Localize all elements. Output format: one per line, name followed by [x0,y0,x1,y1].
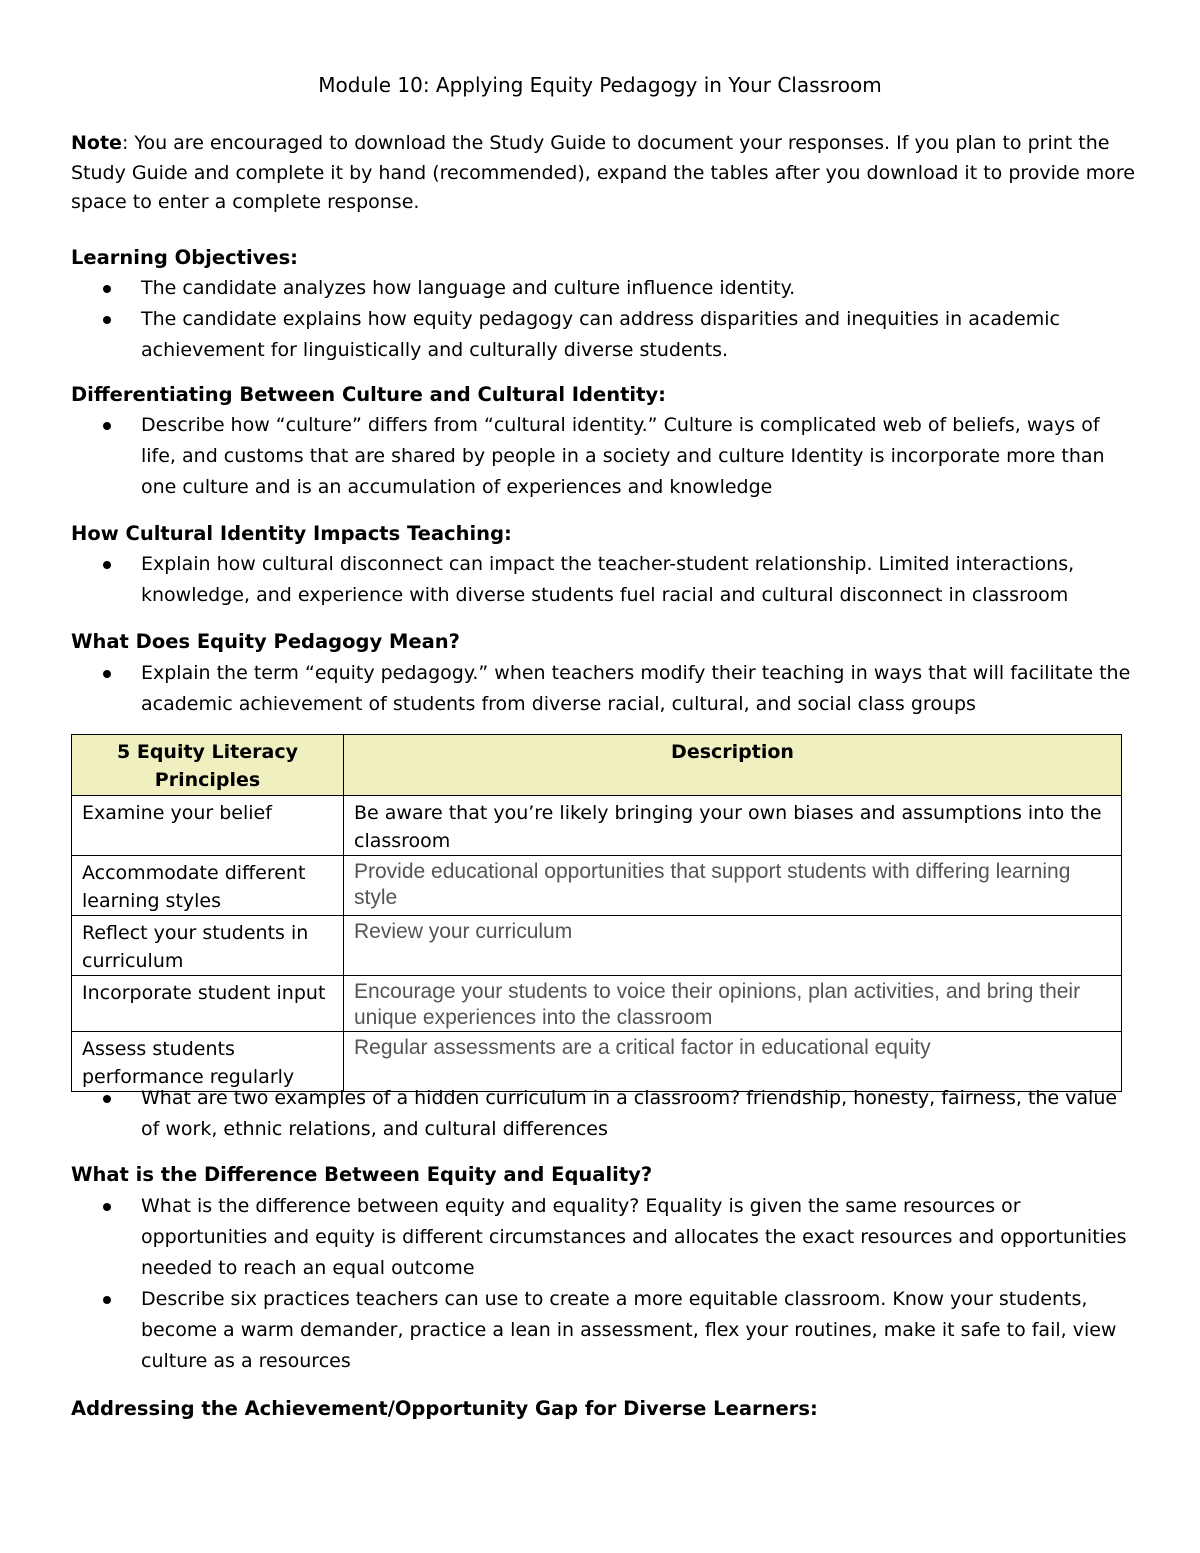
table-header-row [72,735,1122,796]
achievement-gap-heading: Addressing the Achievement/Opportunity Gap for Diverse Learners: [71,1397,818,1420]
bullet-icon [103,316,111,324]
list-item: Describe how “culture” differs from “cultural identity.” Culture is complicated web of beliefs, ways of life, and customs that are shared by people in a society and culture Identity is incorporate more than one culture and is an accumulation of experiences and knowledge [141,410,1131,503]
principle-cell: Reflect your students in curriculum [72,916,344,976]
bullet-icon [103,285,111,293]
hidden-curriculum-list [141,1083,1131,1145]
bullet-icon [103,422,111,430]
bullet-icon [103,1296,111,1304]
bullet-icon [103,561,111,569]
bullet-icon [103,670,111,678]
table-row [72,796,1122,856]
equity-literacy-table [71,734,1122,1092]
principle-cell: Incorporate student input [72,976,344,1032]
table-row [72,916,1122,976]
principle-cell: Examine your belief [72,796,344,856]
description-cell: Encourage your students to voice their opinions, plan activities, and bring their unique experiences into the classroom [344,976,1122,1032]
list-item: Describe six practices teachers can use to create a more equitable classroom. Know your students, become a warm demander, practice a lean in assessment, flex your routines, make it safe to fail, view culture as a resources [141,1284,1131,1377]
list-item: Explain how cultural disconnect can impact the teacher-student relationship. Limited interactions, knowledge, and experience with diverse students fuel racial and cultural disconnect in classroom [141,549,1131,611]
description-cell: Provide educational opportunities that support students with differing learning style [344,856,1122,916]
equity-pedagogy-list [141,658,1131,720]
list-item: The candidate analyzes how language and culture influence identity. [141,273,1131,304]
principle-cell: Assess students performance regularly [72,1032,344,1092]
column-header-description: Description [344,735,1122,796]
bullet-icon [103,1095,111,1103]
learning-objectives-heading: Learning Objectives: [71,246,298,269]
note-text: : You are encouraged to download the Study Guide to document your responses. If you plan to print the Study Guide and complete it by hand (recommended), expand the tables after you download it to provide more space to enter a complete response. [71,132,1135,213]
impacts-teaching-list [141,549,1131,611]
equity-equality-list [141,1191,1131,1377]
principle-cell: Accommodate different learning styles [72,856,344,916]
list-item: What is the difference between equity and equality? Equality is given the same resources or opportunities and equity is different circumstances and allocates the exact resources and opportunities needed to reach an equal outcome [141,1191,1131,1284]
list-item: The candidate explains how equity pedagogy can address disparities and inequities in academic achievement for linguistically and culturally diverse students. [141,304,1131,366]
bullet-icon [103,1203,111,1211]
equity-pedagogy-heading: What Does Equity Pedagogy Mean? [71,630,460,653]
list-item: What are two examples of a hidden curriculum in a classroom? friendship, honesty, fairness, the value of work, ethnic relations, and cultural differences [141,1083,1131,1145]
column-header-principles: 5 Equity Literacy Principles [72,735,344,796]
table-row [72,976,1122,1032]
description-cell: Be aware that you’re likely bringing your own biases and assumptions into the classroom [344,796,1122,856]
note-label: Note [71,132,122,154]
equity-equality-heading: What is the Difference Between Equity and Equality? [71,1163,653,1186]
impacts-teaching-heading: How Cultural Identity Impacts Teaching: [71,522,512,545]
description-cell: Regular assessments are a critical factor in educational equity [344,1032,1122,1092]
table-row [72,856,1122,916]
culture-identity-heading: Differentiating Between Culture and Cultural Identity: [71,383,666,406]
note-paragraph [71,129,1136,218]
list-item: Explain the term “equity pedagogy.” when teachers modify their teaching in ways that will facilitate the academic achievement of students from diverse racial, cultural, and social class groups [141,658,1131,720]
page-title: Module 10: Applying Equity Pedagogy in Your Classroom [318,73,882,97]
description-cell: Review your curriculum [344,916,1122,976]
learning-objectives-list [141,273,1131,366]
culture-identity-list [141,410,1131,503]
